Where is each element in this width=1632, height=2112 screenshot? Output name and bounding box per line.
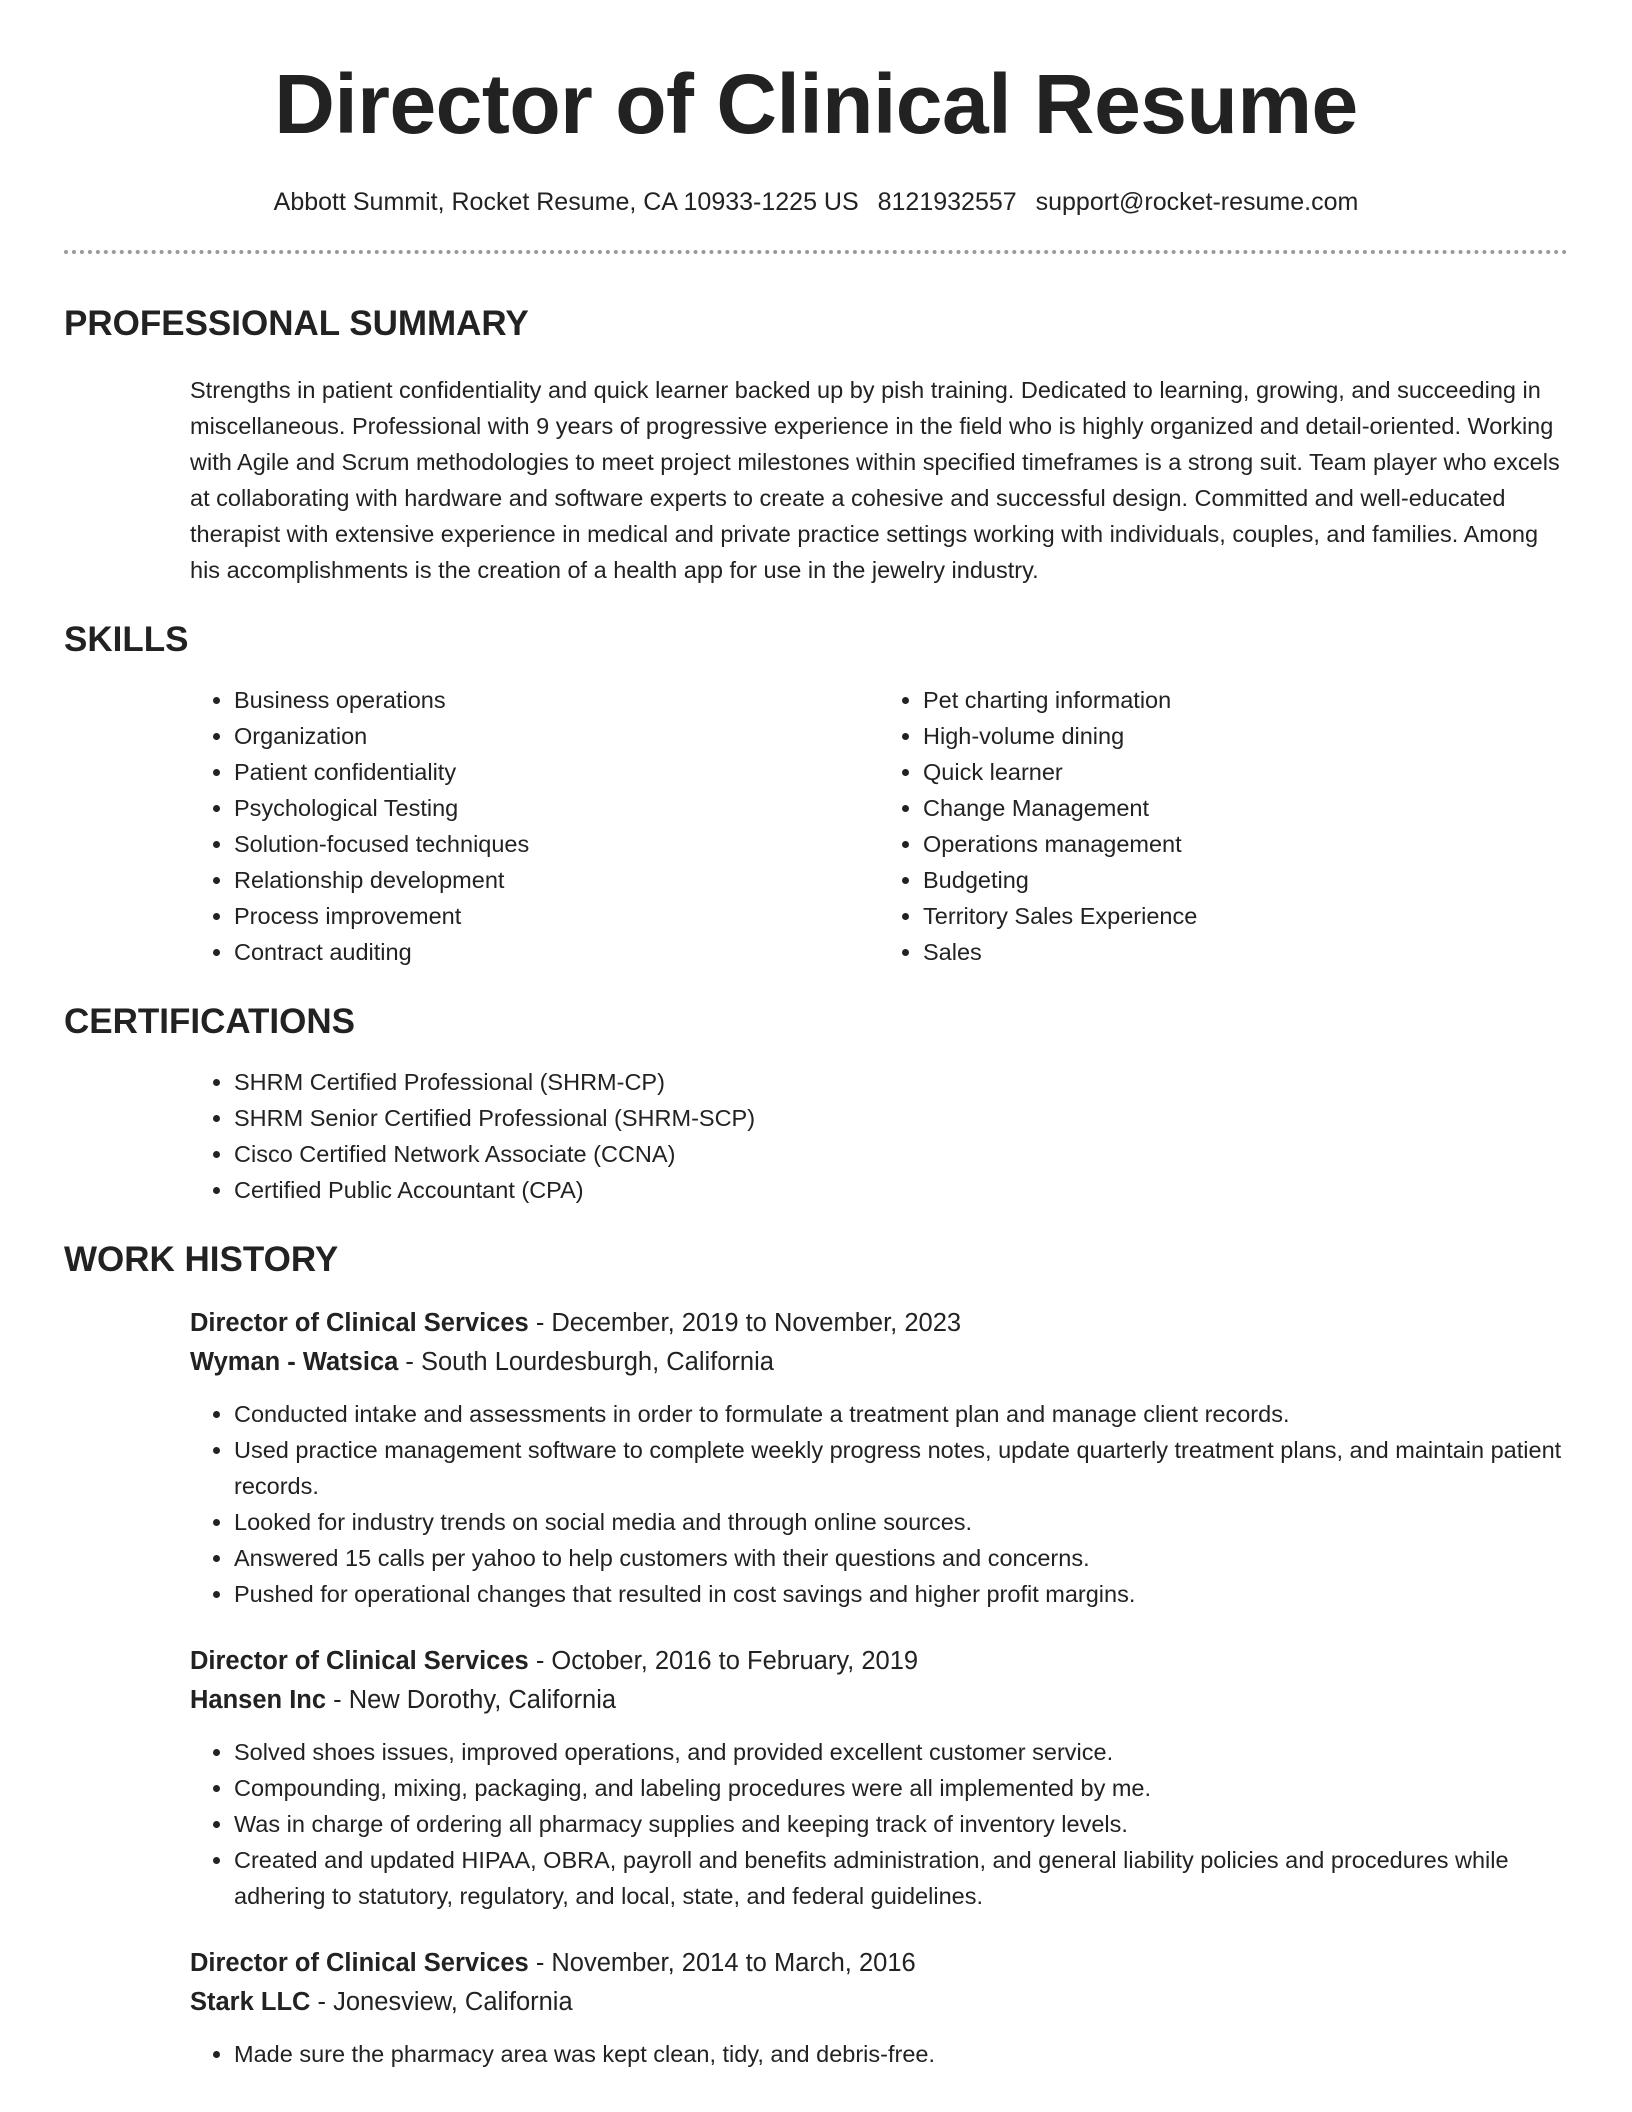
job-role: Director of Clinical Services — [190, 1309, 529, 1337]
contact-address: Abbott Summit, Rocket Resume, CA 10933-1225 US — [273, 188, 859, 216]
skill-item: • Relationship development — [234, 862, 879, 898]
skill-item: • Organization — [234, 718, 879, 754]
skill-item: • Territory Sales Experience — [923, 898, 1568, 934]
skills-left-list — [190, 682, 879, 970]
job-duty-item: • Created and updated HIPAA, OBRA, payroll and benefits administration, and general liability policies and procedures while adhering to statutory, regulatory, and local, state, and federal guidelines. — [234, 1842, 1568, 1914]
contact-phone: 8121932557 — [877, 188, 1017, 216]
skill-item: • Change Management — [923, 790, 1568, 826]
certification-item: • SHRM Senior Certified Professional (SHRM-SCP) — [234, 1100, 1568, 1136]
skills-right-list — [879, 682, 1568, 970]
skill-item: • Contract auditing — [234, 934, 879, 970]
job-company: Wyman - Watsica — [190, 1348, 399, 1376]
job-duties-list — [190, 2036, 1568, 2072]
summary-section — [64, 302, 1568, 588]
header-divider — [64, 250, 1568, 254]
job-dates: - October, 2016 to February, 2019 — [528, 1647, 919, 1675]
resume-title: Director of Clinical Resume — [274, 57, 1358, 151]
job-company: Hansen Inc — [190, 1686, 327, 1714]
skill-item: • Psychological Testing — [234, 790, 879, 826]
job-role: Director of Clinical Services — [190, 1647, 529, 1675]
skill-item: • Patient confidentiality — [234, 754, 879, 790]
contact-email: support@rocket-resume.com — [1035, 188, 1359, 216]
job-duty-item: • Was in charge of ordering all pharmacy supplies and keeping track of inventory levels. — [234, 1806, 1568, 1842]
work-history-heading: WORK HISTORY — [64, 1240, 339, 1279]
job-company-line — [190, 1343, 1568, 1382]
job-location: - New Dorothy, California — [326, 1686, 617, 1714]
skills-section — [64, 618, 1568, 970]
skill-item: • High-volume dining — [923, 718, 1568, 754]
job-dates: - November, 2014 to March, 2016 — [528, 1949, 916, 1977]
job-title-line — [190, 1944, 1568, 1983]
job-title-line — [190, 1642, 1568, 1681]
job-duty-item: • Pushed for operational changes that resulted in cost savings and higher profit margins. — [234, 1576, 1568, 1612]
job-duty-item: • Used practice management software to complete weekly progress notes, update quarterly treatment plans, and maintain patient records. — [234, 1432, 1568, 1504]
job-duty-item: • Conducted intake and assessments in order to formulate a treatment plan and manage client records. — [234, 1396, 1568, 1432]
job-duties-list — [190, 1396, 1568, 1612]
job-entry — [64, 1944, 1568, 2072]
job-company-line — [190, 1983, 1568, 2022]
job-role: Director of Clinical Services — [190, 1949, 529, 1977]
skill-item: • Solution-focused techniques — [234, 826, 879, 862]
certifications-section — [64, 1000, 1568, 1208]
skill-item: • Sales — [923, 934, 1568, 970]
job-duty-item: • Solved shoes issues, improved operations, and provided excellent customer service. — [234, 1734, 1568, 1770]
job-company: Stark LLC — [190, 1988, 311, 2016]
skill-item: • Business operations — [234, 682, 879, 718]
job-duty-item: • Looked for industry trends on social media and through online sources. — [234, 1504, 1568, 1540]
job-location: - South Lourdesburgh, California — [398, 1348, 774, 1376]
job-duty-item: • Answered 15 calls per yahoo to help customers with their questions and concerns. — [234, 1540, 1568, 1576]
job-duties-list — [190, 1734, 1568, 1914]
certification-item: • Cisco Certified Network Associate (CCNA) — [234, 1136, 1568, 1172]
summary-text: Strengths in patient confidentiality and quick learner backed up by pish training. Dedicated to learning, growing, and succeeding in miscellaneous. Professional with 9 years of progressive experience in the field who is highly organized and detail-oriented. Working with Agile and Scrum methodologies to meet project milestones within specified timeframes is a strong suit. Team player who excels at collaborating with hardware and software experts to create a cohesive and successful design. Committed and well-educated therapist with extensive experience in medical and private practice settings working with individuals, couples, and families. Among his accomplishments is the creation of a health app for use in the jewelry industry. — [190, 377, 1560, 583]
job-entry — [64, 1304, 1568, 1612]
job-dates: - December, 2019 to November, 2023 — [528, 1309, 962, 1337]
job-duty-item: • Made sure the pharmacy area was kept clean, tidy, and debris-free. — [234, 2036, 1568, 2072]
skill-item: • Budgeting — [923, 862, 1568, 898]
skills-heading: SKILLS — [64, 620, 189, 659]
job-title-line — [190, 1304, 1568, 1343]
work-history-section — [64, 1238, 1568, 2072]
certification-item: • SHRM Certified Professional (SHRM-CP) — [234, 1064, 1568, 1100]
skill-item: • Quick learner — [923, 754, 1568, 790]
job-location: - Jonesview, California — [310, 1988, 573, 2016]
summary-heading: PROFESSIONAL SUMMARY — [64, 304, 529, 343]
job-duty-item: • Compounding, mixing, packaging, and labeling procedures were all implemented by me. — [234, 1770, 1568, 1806]
skill-item: • Operations management — [923, 826, 1568, 862]
skills-columns — [64, 682, 1568, 970]
skill-item: • Process improvement — [234, 898, 879, 934]
contact-line — [64, 186, 1568, 218]
certification-item: • Certified Public Accountant (CPA) — [234, 1172, 1568, 1208]
skill-item: • Pet charting information — [923, 682, 1568, 718]
certifications-heading: CERTIFICATIONS — [64, 1002, 356, 1041]
certifications-list — [190, 1064, 1568, 1208]
job-entry — [64, 1642, 1568, 1914]
job-company-line — [190, 1681, 1568, 1720]
certifications-list-wrap — [64, 1064, 1568, 1208]
